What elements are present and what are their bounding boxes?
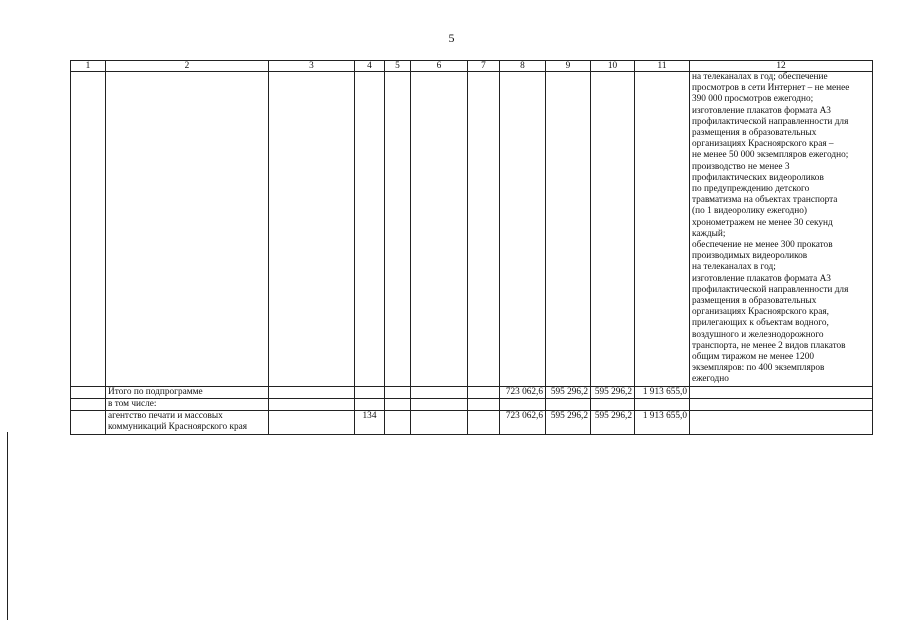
- column-header: 7: [468, 61, 500, 72]
- column-header: 5: [385, 61, 411, 72]
- measure-description: на телеканалах в год; обеспечение просмотров в сети Интернет – не менее 390 000 просмотров ежегодно; изготовление плакатов формата А3 профилактической направленности для размещения в образовательных организациях Красноярского края – не менее 50 000 экземпляров ежегодно; производство не менее 3 профилактических видеороликов по предупреждению детского травматизма на объектах транспорта (по 1 видеоролику ежегодно) хронометражем не менее 30 секунд каждый; обеспечение не менее 300 прокатов производимых видеороликов на телеканалах в год; изготовление плакатов формата А3 профилактической направленности для размещения в образовательных организациях Красноярского края, прилегающих к объектам водного, воздушного и железнодорожного транспорта, не менее 2 видов плакатов общим тиражом не менее 1200 экземпляров: по 400 экземпляров ежегодно: [692, 72, 850, 385]
- cell-value: 1 913 655,0: [635, 411, 690, 434]
- column-header: 8: [500, 61, 546, 72]
- cell-value: 1 913 655,0: [635, 386, 690, 398]
- column-header: 9: [546, 61, 591, 72]
- row-label: агентство печати и массовых коммуникаций Красноярского края: [108, 411, 248, 433]
- cell-value: 595 296,2: [546, 411, 591, 434]
- cell-value: 595 296,2: [546, 386, 591, 398]
- margin-line: [7, 432, 8, 620]
- cell-value: 134: [355, 411, 385, 434]
- column-header: 4: [355, 61, 385, 72]
- page-number: 5: [448, 31, 455, 45]
- column-header: 1: [71, 61, 106, 72]
- continuation-row: [71, 72, 873, 387]
- table-row-total: [71, 386, 873, 398]
- header-row: [71, 61, 873, 72]
- table-row-agency: [71, 411, 873, 434]
- column-header: 3: [269, 61, 355, 72]
- column-header: 6: [411, 61, 468, 72]
- cell-value: 723 062,6: [500, 386, 546, 398]
- column-header: 11: [635, 61, 690, 72]
- cell-value: 595 296,2: [591, 386, 635, 398]
- cell-value: 723 062,6: [500, 411, 546, 434]
- column-header: 10: [591, 61, 635, 72]
- row-label: в том числе:: [106, 398, 269, 410]
- column-header: 2: [106, 61, 269, 72]
- program-table: [70, 60, 873, 435]
- table-row-including: [71, 398, 873, 410]
- row-label: Итого по подпрограмме: [106, 386, 269, 398]
- cell-value: 595 296,2: [591, 411, 635, 434]
- column-header: 12: [690, 61, 873, 72]
